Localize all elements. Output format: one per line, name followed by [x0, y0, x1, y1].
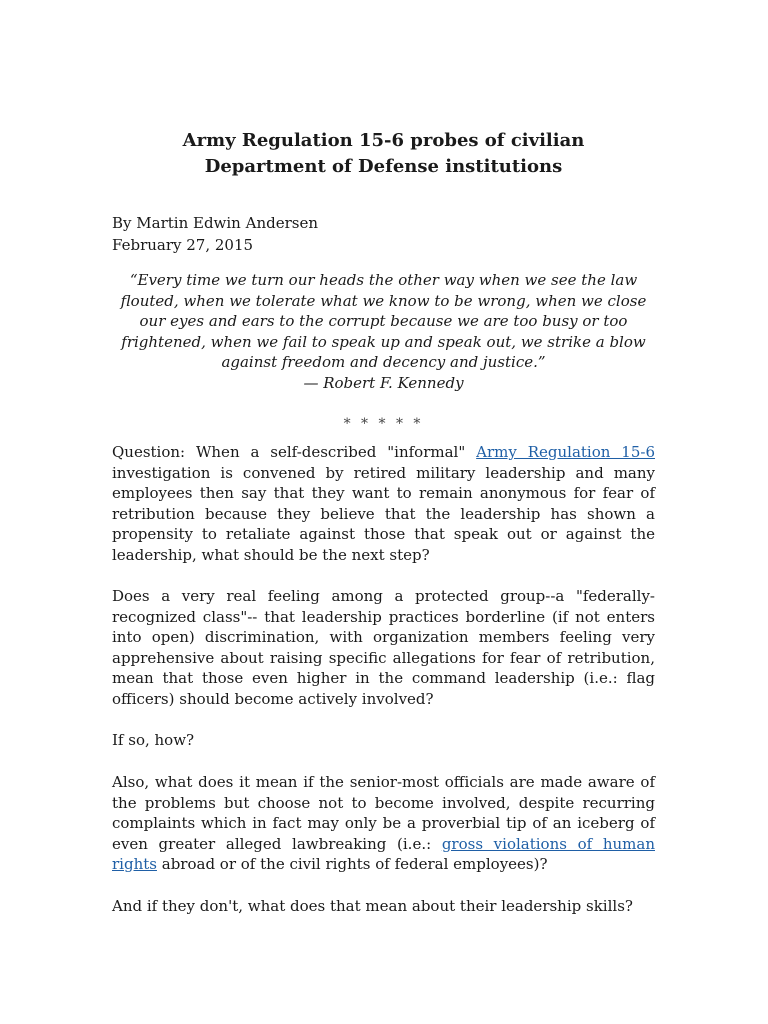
army-regulation-link[interactable]: Army Regulation 15-6: [476, 443, 655, 461]
paragraph-senior-officials: [112, 772, 655, 875]
paragraph-line: into open) discrimination, with organization members feeling very: [112, 628, 655, 646]
quote-line: frightened, when we fail to speak up and speak out, we strike a blow: [121, 332, 646, 351]
paragraph-line: employees then say that they want to remain anonymous for fear of: [112, 484, 655, 502]
paragraph-line: And if they don't, what does that mean about their leadership skills?: [112, 897, 633, 915]
paragraph-line: If so, how?: [112, 731, 195, 749]
paragraph-line: officers) should become actively involved?: [112, 689, 434, 708]
quote-line: “Every time we turn our heads the other way when we see the law: [129, 271, 638, 289]
paragraph-line: the problems but choose not to become involved, despite recurring: [112, 793, 655, 812]
title-line-2: Department of Defense institutions: [204, 156, 563, 177]
paragraph-leadership-skills: [112, 896, 655, 917]
section-separator: * * * * *: [343, 416, 424, 432]
paragraph-text: abroad or of the civil rights of federal employees)?: [161, 855, 548, 873]
epigraph-quote: [112, 270, 655, 393]
paragraph-line: recognized class"-- that leadership practices borderline (if not enters: [112, 607, 655, 626]
human-rights-link[interactable]: gross violations of human: [441, 834, 655, 853]
human-rights-link-continued[interactable]: rights: [112, 855, 157, 873]
paragraph-line: retribution because they believe that the leadership has shown a: [112, 504, 655, 523]
quote-line: against freedom and decency and justice.”: [221, 353, 546, 371]
title-line-1: Army Regulation 15-6 probes of civilian: [182, 130, 585, 151]
paragraph-line: mean that those even higher in the command leadership (i.e.: flag: [112, 669, 655, 687]
quote-attribution: — Robert F. Kennedy: [303, 373, 464, 392]
quote-line: our eyes and ears to the corrupt because we are too busy or too: [139, 312, 628, 330]
paragraph-line: apprehensive about raising specific allegations for fear of retribution,: [112, 648, 655, 667]
paragraph-line: [112, 834, 655, 855]
byline: [112, 212, 655, 256]
paragraph-line: [112, 854, 655, 875]
paragraph-line: leadership, what should be the next step?: [112, 545, 430, 564]
paragraph-line: [112, 442, 655, 463]
paragraph-line: complaints which in fact may only be a proverbial tip of an iceberg of: [112, 814, 655, 832]
quote-line: flouted, when we tolerate what we know to be wrong, when we close: [120, 291, 647, 310]
paragraph-line: Also, what does it mean if the senior-most officials are made aware of: [112, 773, 655, 791]
publish-date: February 27, 2015: [112, 236, 254, 254]
paragraph-question: [112, 442, 655, 565]
paragraph-text: Question: When a self-described "informal": [112, 443, 466, 461]
article-title: [112, 128, 655, 180]
paragraph-line: propensity to retaliate against those that speak out or against the: [112, 525, 655, 543]
paragraph-protected-group: [112, 586, 655, 709]
paragraph-line: investigation is convened by retired military leadership and many: [112, 463, 655, 482]
author: By Martin Edwin Andersen: [112, 214, 318, 232]
paragraph-text: even greater alleged lawbreaking (i.e.:: [112, 834, 432, 853]
paragraph-if-so: [112, 730, 655, 751]
paragraph-line: Does a very real feeling among a protected group--a "federally-: [112, 587, 655, 605]
